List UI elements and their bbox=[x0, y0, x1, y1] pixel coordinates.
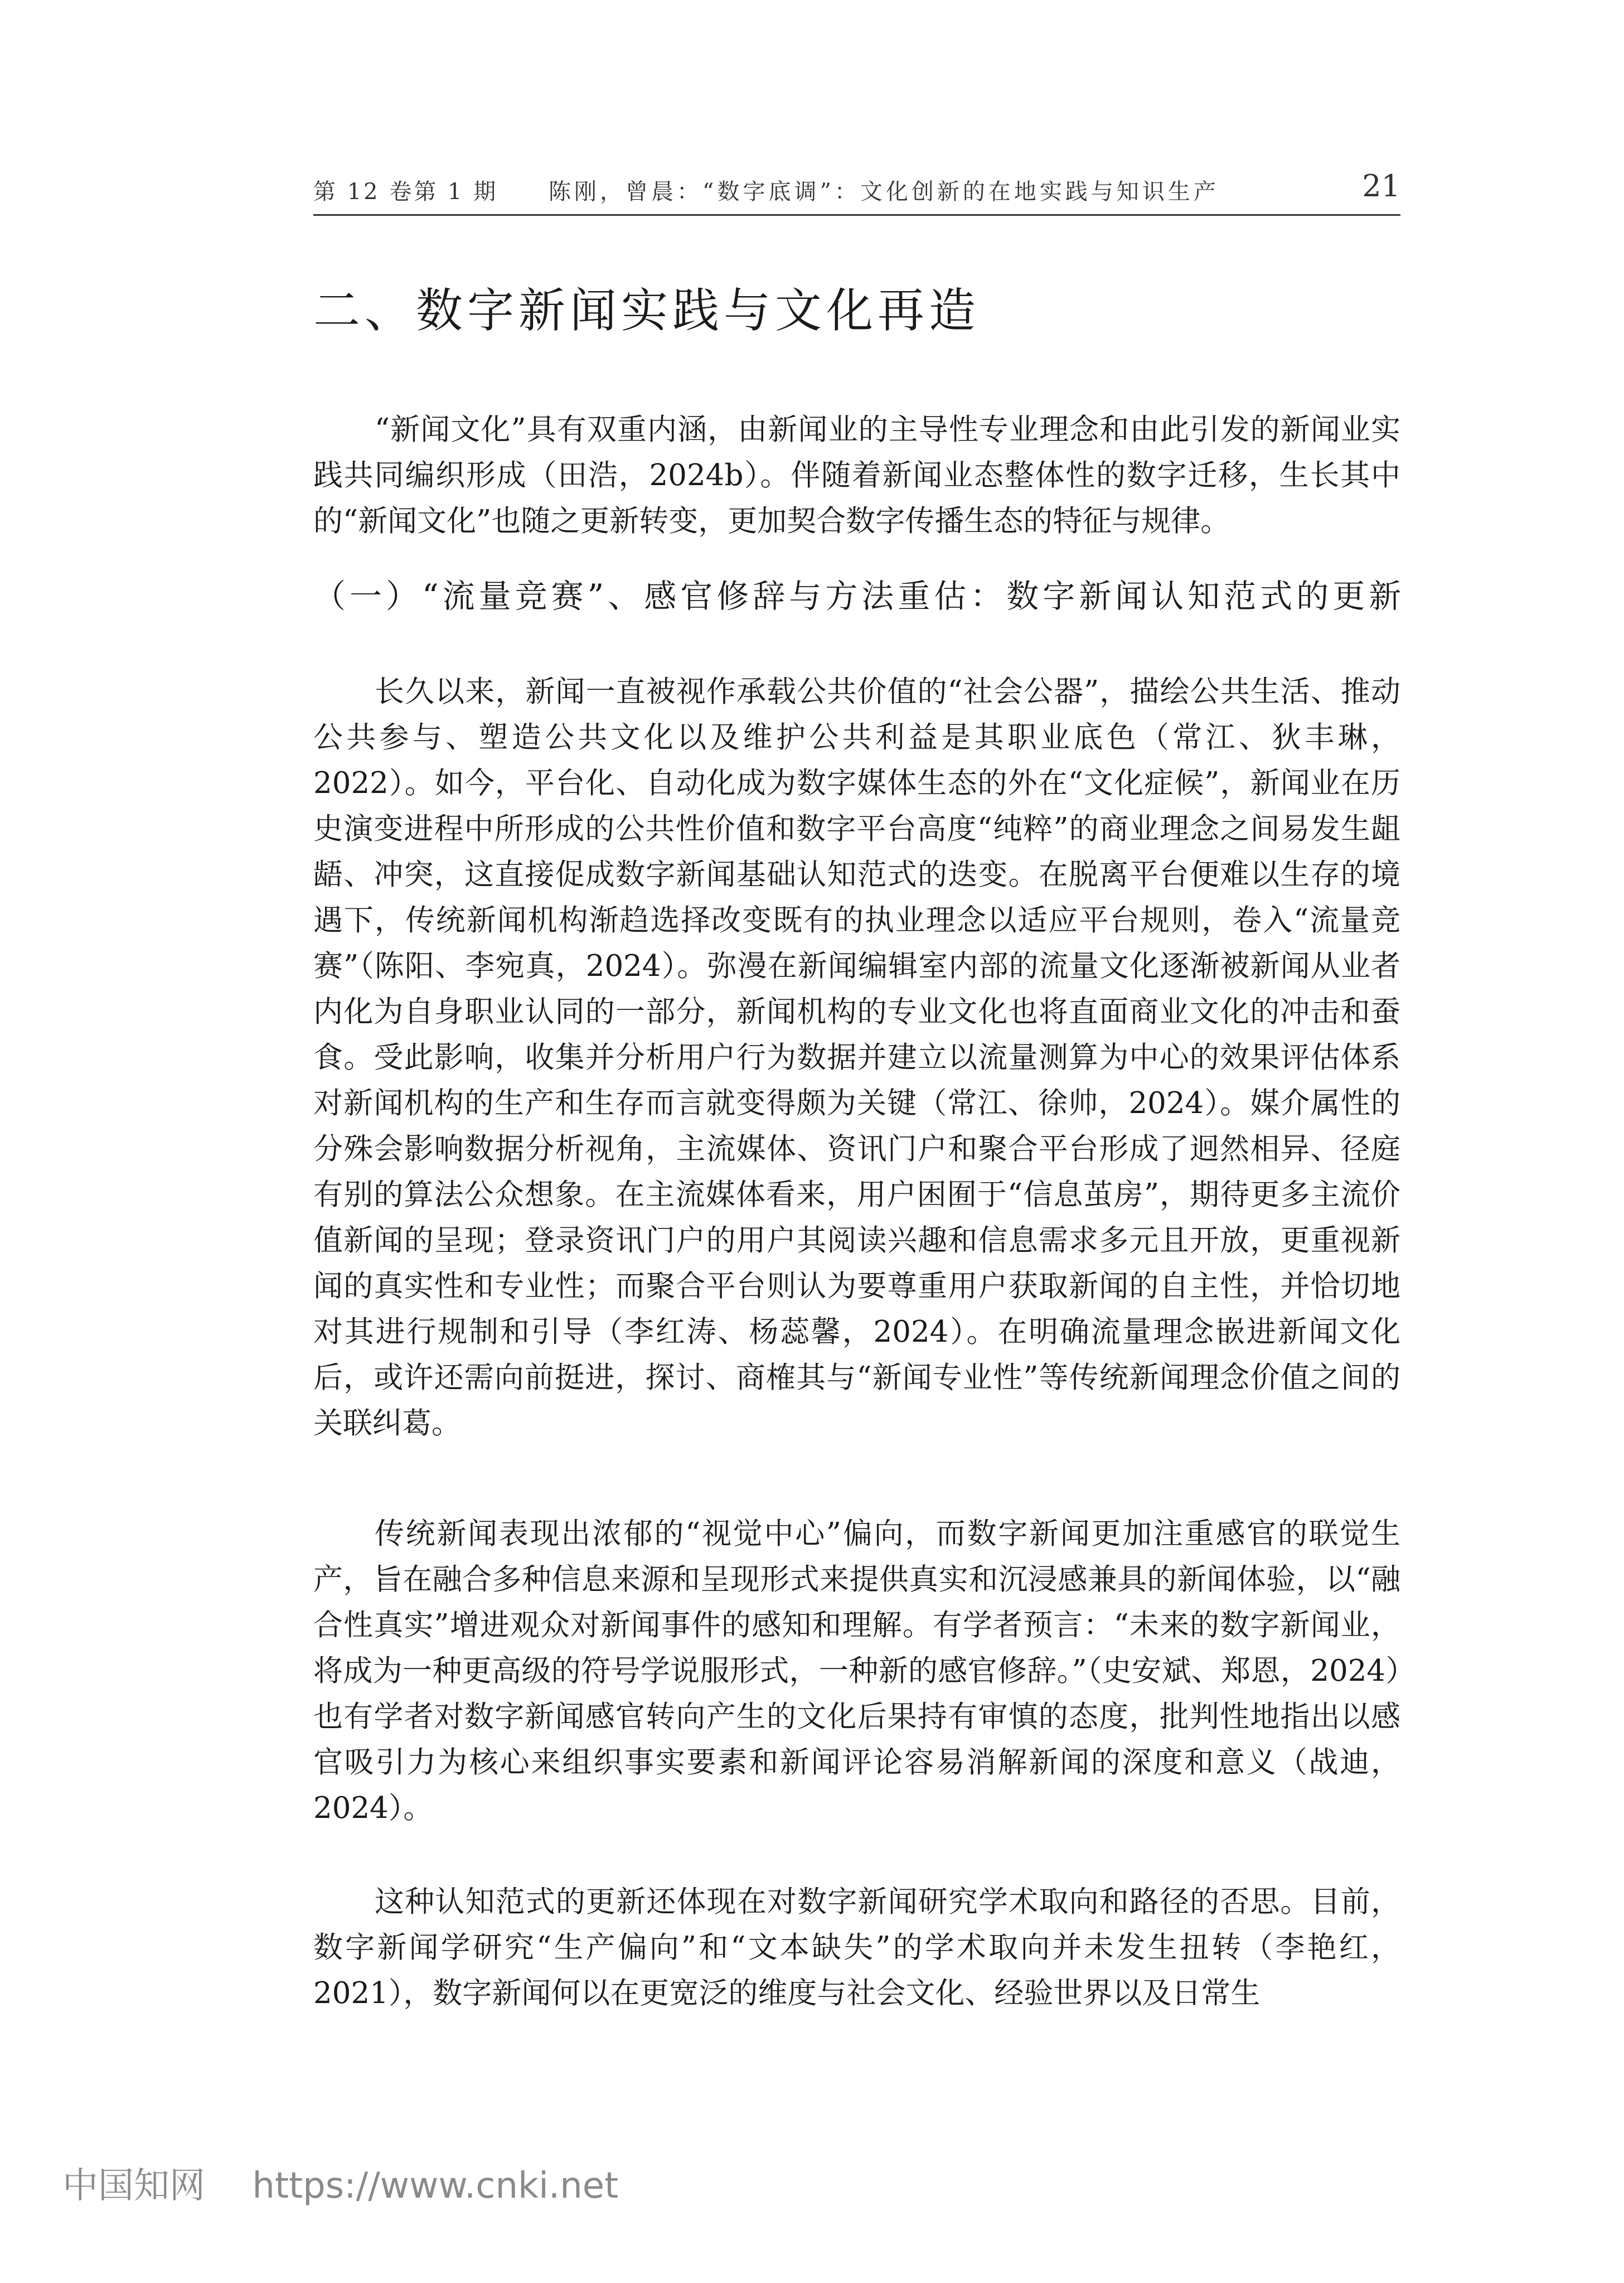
running-header bbox=[313, 167, 1400, 216]
cnki-logo-text: 中国知网 bbox=[62, 2165, 205, 2207]
body-paragraph: 长久以来，新闻一直被视作承载公共价值的“社会公器”，描绘公共生活、推动公共参与、塑造公共文化以及维护公共利益是其职业底色（常江、狄丰琳，2022）。如今，平台化、自动化成为数字媒体生态的外在“文化症候”，新闻业在历史演变进程中所形成的公共性价值和数字平台高度“纯粹”的商业理念之间易发生龃龉、冲突，这直接促成数字新闻基础认知范式的迭变。在脱离平台便难以生存的境遇下，传统新闻机构渐趋选择改变既有的执业理念以适应平台规则，卷入“流量竞赛”（陈阳、李宛真，2024）。弥漫在新闻编辑室内部的流量文化逐渐被新闻从业者内化为自身职业认同的一部分，新闻机构的专业文化也将直面商业文化的冲击和蚕食。受此影响，收集并分析用户行为数据并建立以流量测算为中心的效果评估体系对新闻机构的生产和生存而言就变得颇为关键（常江、徐帅，2024）。媒介属性的分殊会影响数据分析视角，主流媒体、资讯门户和聚合平台形成了迥然相异、径庭有别的算法公众想象。在主流媒体看来，用户困囿于“信息茧房”，期待更多主流价值新闻的呈现；登录资讯门户的用户其阅读兴趣和信息需求多元且开放，更重视新闻的真实性和专业性；而聚合平台则认为要尊重用户获取新闻的自主性，并恰切地对其进行规制和引导（李红涛、杨蕊馨，2024）。在明确流量理念嵌进新闻文化后，或许还需向前挺进，探讨、商榷其与“新闻专业性”等传统新闻理念价值之间的关联纠葛。 bbox=[313, 675, 1400, 1440]
journal-issue: 第 12 卷第 1 期 bbox=[313, 179, 498, 205]
section-title: 二、数字新闻实践与文化再造 bbox=[313, 283, 981, 338]
cnki-url: https://www.cnki.net bbox=[252, 2165, 619, 2207]
running-title: 陈刚，曾晨：“数字底调”：文化创新的在地实践与知识生产 bbox=[549, 179, 1219, 205]
page-number: 21 bbox=[1362, 168, 1400, 204]
body-paragraph: “新闻文化”具有双重内涵，由新闻业的主导性专业理念和由此引发的新闻业实践共同编织形成（田浩，2024b）。伴随着新闻业态整体性的数字迁移，生长其中的“新闻文化”也随之更新转变，更加契合数字传播生态的特征与规律。 bbox=[313, 413, 1400, 538]
body-paragraph: 传统新闻表现出浓郁的“视觉中心”偏向，而数字新闻更加注重感官的联觉生产，旨在融合多种信息来源和呈现形式来提供真实和沉浸感兼具的新闻体验，以“融合性真实”增进观众对新闻事件的感知和理解。有学者预言：“未来的数字新闻业，将成为一种更高级的符号学说服形式，一种新的感官修辞。”（史安斌、郑恩，2024）也有学者对数字新闻感官转向产生的文化后果持有审慎的态度，批判性地指出以感官吸引力为核心来组织事实要素和新闻评论容易消解新闻的深度和意义（战迪，2024）。 bbox=[313, 1517, 1400, 1825]
cnki-watermark bbox=[62, 2157, 618, 2208]
body-paragraph: 这种认知范式的更新还体现在对数字新闻研究学术取向和路径的否思。目前，数字新闻学研究“生产偏向”和“文本缺失”的学术取向并未发生扭转（李艳红，2021），数字新闻何以在更宽泛的维度与社会文化、经验世界以及日常生 bbox=[313, 1885, 1400, 2010]
subsection-title: （一）“流量竞赛”、感官修辞与方法重估：数字新闻认知范式的更新 bbox=[313, 577, 1405, 615]
